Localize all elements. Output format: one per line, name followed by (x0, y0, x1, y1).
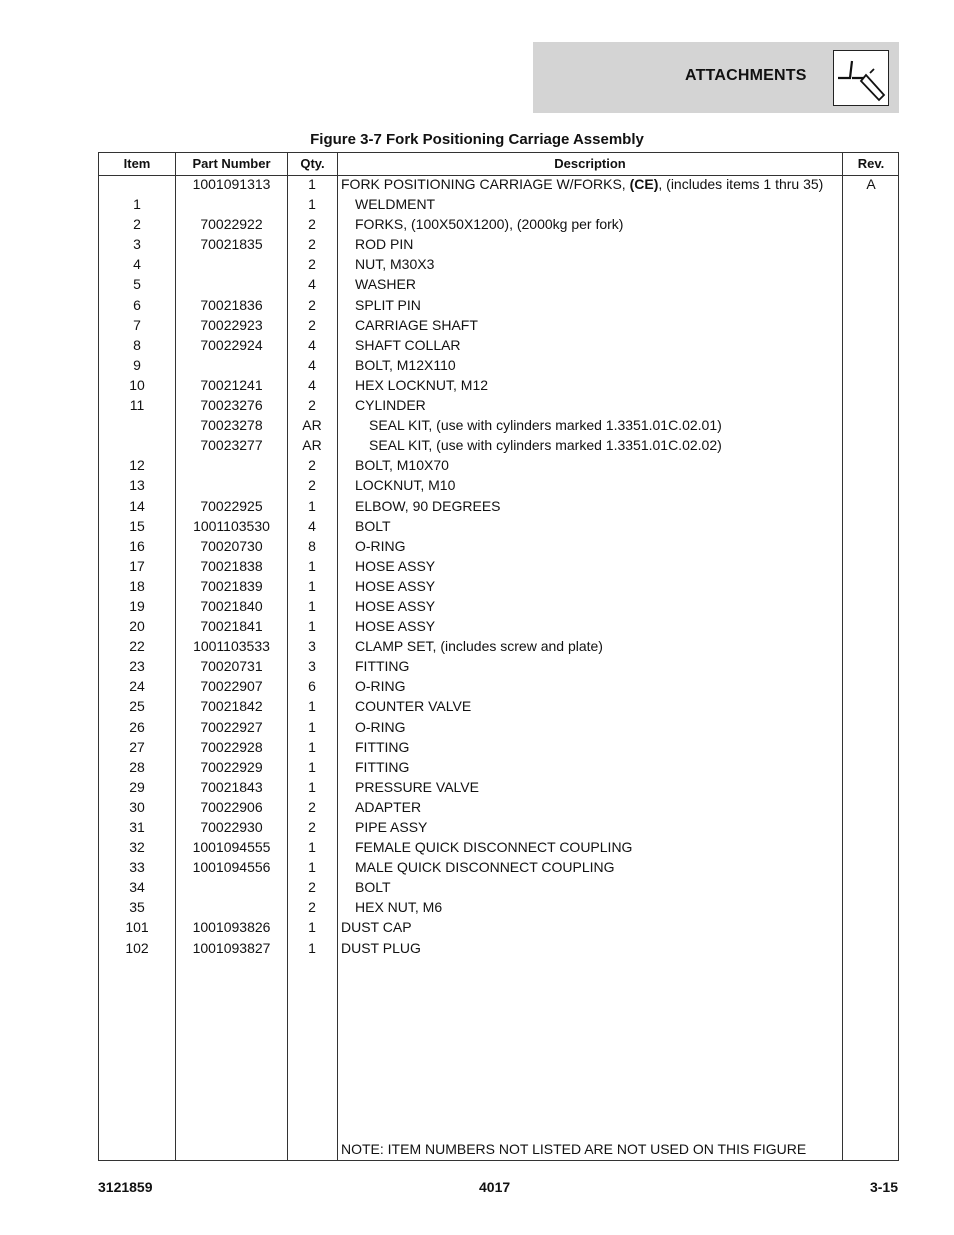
column-header-qty: Qty. (300, 156, 325, 171)
description: PRESSURE VALVE (355, 778, 479, 795)
quantity: 4 (308, 376, 316, 393)
quantity: 1 (308, 497, 316, 514)
quantity: 2 (308, 316, 316, 333)
part-number: 70022930 (200, 819, 263, 835)
part-number: 70021838 (200, 557, 263, 574)
table-note: NOTE: ITEM NUMBERS NOT LISTED ARE NOT USED ON THIS FIGURE (341, 1141, 807, 1157)
description: SHAFT COLLAR (355, 336, 461, 353)
table-row (99, 719, 898, 739)
description: SEAL KIT, (use with cylinders marked 1.3351.01C.02.01) (369, 417, 722, 434)
item-number: 102 (125, 939, 149, 956)
item-number: 33 (129, 859, 145, 876)
part-number: 70020731 (200, 658, 263, 675)
quantity: 1 (308, 618, 316, 635)
description (341, 176, 823, 193)
description: BOLT, M10X70 (355, 457, 449, 474)
part-number: 70021835 (200, 236, 263, 253)
description: O-RING (355, 718, 406, 735)
part-number: 70022925 (200, 497, 263, 514)
table-row (99, 357, 898, 377)
table-row (99, 638, 898, 658)
table-row (99, 256, 898, 276)
description: FITTING (355, 738, 410, 755)
part-number: 70023278 (200, 417, 263, 434)
part-number: 70021843 (200, 778, 263, 795)
part-number: 70022927 (200, 718, 263, 735)
table-row (99, 698, 898, 718)
description: CARRIAGE SHAFT (355, 316, 478, 333)
table-row (99, 799, 898, 819)
item-number: 2 (133, 216, 141, 233)
quantity: 1 (308, 939, 316, 956)
item-number: 31 (129, 819, 145, 835)
item-number: 20 (129, 618, 145, 635)
item-number: 22 (129, 638, 145, 655)
item-number: 28 (129, 758, 145, 775)
quantity: 3 (308, 658, 316, 675)
table-row (99, 578, 898, 598)
footer-doc-number: 3121859 (98, 1179, 153, 1195)
item-number: 26 (129, 718, 145, 735)
table-row (99, 457, 898, 477)
description: WASHER (355, 276, 416, 293)
column-header-rev: Rev. (857, 156, 885, 171)
table-row (99, 618, 898, 638)
description: CYLINDER (355, 397, 426, 414)
item-number: 10 (129, 376, 145, 393)
item-number: 5 (133, 276, 141, 293)
table-row (99, 397, 898, 417)
description: CLAMP SET, (includes screw and plate) (355, 638, 603, 655)
part-number: 70020730 (200, 537, 263, 554)
part-number: 70022929 (200, 758, 263, 775)
column-header-part-number: Part Number (192, 156, 271, 171)
quantity: 6 (308, 678, 316, 695)
table-row (99, 558, 898, 578)
quantity: AR (302, 437, 322, 454)
table-row (99, 437, 898, 457)
item-number: 11 (129, 397, 145, 414)
item-number: 18 (129, 577, 145, 594)
table-row (99, 759, 898, 779)
table-row (99, 216, 898, 236)
description: BOLT, M12X110 (355, 356, 456, 373)
item-number: 6 (133, 296, 141, 313)
table-row (99, 477, 898, 497)
section-header (533, 42, 899, 113)
quantity: 2 (308, 457, 316, 474)
table-row (99, 598, 898, 618)
table-row (99, 377, 898, 397)
parts-list (99, 176, 898, 960)
item-number: 24 (129, 678, 145, 695)
item-number: 19 (129, 597, 145, 614)
part-number: 70022922 (200, 216, 263, 233)
quantity: 3 (308, 638, 316, 655)
column-header-description: Description (554, 156, 626, 171)
description: HEX LOCKNUT, M12 (355, 376, 489, 393)
description: FORKS, (100X50X1200), (2000kg per fork) (355, 216, 624, 233)
quantity: 1 (308, 859, 316, 876)
quantity: 1 (308, 778, 316, 795)
quantity: 1 (308, 196, 316, 213)
description: SEAL KIT, (use with cylinders marked 1.3351.01C.02.02) (369, 437, 722, 454)
column-header-item: Item (123, 156, 151, 171)
part-number: 70021839 (200, 577, 263, 594)
item-number: 12 (129, 457, 145, 474)
item-number: 7 (133, 316, 141, 333)
description-ce-mark: (CE) (629, 176, 659, 192)
quantity: 4 (308, 336, 316, 353)
part-number: 70023276 (200, 397, 263, 414)
figure-title: Figure 3-7 Fork Positioning Carriage Assembly (310, 131, 644, 148)
description: COUNTER VALVE (355, 698, 472, 715)
item-number: 34 (129, 879, 145, 896)
part-number: 70022924 (200, 336, 263, 353)
table-row (99, 839, 898, 859)
part-number: 1001094556 (192, 859, 271, 876)
table-row (99, 879, 898, 899)
quantity: 1 (308, 919, 316, 936)
quantity: 2 (308, 216, 316, 233)
part-number: 70021836 (200, 296, 263, 313)
quantity: 1 (308, 557, 316, 574)
part-number: 70022923 (200, 316, 263, 333)
description: HEX NUT, M6 (355, 899, 443, 916)
table-row (99, 236, 898, 256)
quantity: 2 (308, 296, 316, 313)
part-number: 70021841 (200, 618, 263, 635)
part-number: 1001103533 (193, 638, 270, 655)
part-number: 70021842 (200, 698, 263, 715)
attachment-tool-icon (833, 50, 889, 106)
item-number: 32 (129, 839, 145, 856)
description: O-RING (355, 678, 406, 695)
quantity: 2 (308, 397, 316, 414)
description: ADAPTER (355, 798, 422, 815)
description: MALE QUICK DISCONNECT COUPLING (355, 859, 615, 876)
quantity: 1 (308, 597, 316, 614)
table-row (99, 417, 898, 437)
description: FEMALE QUICK DISCONNECT COUPLING (355, 839, 633, 856)
description: BOLT (355, 879, 391, 896)
quantity: 2 (308, 236, 316, 253)
description-text: , (includes items 1 thru 35) (658, 176, 824, 192)
item-number: 35 (129, 899, 145, 916)
part-number: 70022907 (200, 678, 263, 695)
table-row (99, 678, 898, 698)
part-number: 1001103530 (193, 517, 270, 534)
item-number: 1 (133, 196, 141, 213)
description: LOCKNUT, M10 (355, 477, 456, 494)
table-row (99, 819, 898, 839)
parts-table (98, 152, 899, 1161)
description: ROD PIN (355, 236, 414, 253)
item-number: 9 (133, 356, 141, 373)
description: FITTING (355, 658, 410, 675)
table-row (99, 337, 898, 357)
description: HOSE ASSY (355, 597, 436, 614)
table-row (99, 196, 898, 216)
description: O-RING (355, 537, 406, 554)
table-row (99, 518, 898, 538)
description: DUST PLUG (341, 939, 421, 956)
item-number: 13 (129, 477, 145, 494)
item-number: 17 (129, 557, 145, 574)
description: SPLIT PIN (355, 296, 421, 313)
quantity: 1 (308, 698, 316, 715)
part-number: 1001094555 (192, 839, 271, 856)
part-number: 1001091313 (192, 176, 271, 192)
table-row (99, 739, 898, 759)
description: FITTING (355, 758, 410, 775)
table-row (99, 899, 898, 919)
quantity: 1 (308, 718, 316, 735)
quantity: 2 (308, 477, 316, 494)
part-number: 70021241 (200, 376, 263, 393)
quantity: 1 (308, 738, 316, 755)
quantity: 1 (308, 577, 316, 594)
quantity: 1 (308, 176, 316, 192)
description: WELDMENT (355, 196, 436, 213)
quantity: AR (302, 417, 322, 434)
quantity: 2 (308, 899, 316, 916)
item-number: 27 (129, 738, 145, 755)
revision: A (866, 176, 876, 192)
description: ELBOW, 90 DEGREES (355, 497, 501, 514)
description: NUT, M30X3 (355, 256, 435, 273)
item-number: 30 (129, 798, 145, 815)
part-number: 1001093826 (192, 919, 271, 936)
section-title: ATTACHMENTS (685, 67, 807, 84)
item-number: 101 (125, 919, 149, 936)
item-number: 8 (133, 336, 141, 353)
quantity: 8 (308, 537, 316, 554)
item-number: 25 (129, 698, 145, 715)
quantity: 4 (308, 276, 316, 293)
footer-page-number: 3-15 (869, 1179, 898, 1195)
item-number: 15 (129, 517, 145, 534)
part-number: 70022906 (200, 798, 263, 815)
description: BOLT (355, 517, 391, 534)
table-row (99, 779, 898, 799)
table-row (99, 658, 898, 678)
table-row (99, 498, 898, 518)
part-number: 70023277 (200, 437, 263, 454)
item-number: 23 (129, 658, 145, 675)
quantity: 2 (308, 798, 316, 815)
description: HOSE ASSY (355, 618, 436, 635)
item-number: 14 (129, 497, 145, 514)
item-number: 16 (129, 537, 145, 554)
footer-model: 4017 (479, 1179, 511, 1195)
table-row (99, 317, 898, 337)
quantity: 1 (308, 758, 316, 775)
item-number: 29 (129, 778, 145, 795)
quantity: 4 (308, 356, 316, 373)
quantity: 1 (308, 839, 316, 856)
item-number: 3 (133, 236, 141, 253)
description: DUST CAP (341, 919, 412, 936)
table-row (99, 919, 898, 939)
part-number: 1001093827 (192, 939, 271, 956)
table-row (99, 297, 898, 317)
part-number: 70022928 (200, 738, 263, 755)
part-number: 70021840 (200, 597, 263, 614)
table-row (99, 940, 898, 960)
description: HOSE ASSY (355, 557, 436, 574)
description: PIPE ASSY (355, 819, 428, 835)
quantity: 2 (308, 879, 316, 896)
table-row (99, 859, 898, 879)
table-row (99, 176, 898, 196)
item-number: 4 (133, 256, 141, 273)
table-row (99, 276, 898, 296)
quantity: 2 (308, 256, 316, 273)
quantity: 2 (308, 819, 316, 835)
description-text: FORK POSITIONING CARRIAGE W/FORKS, (341, 176, 630, 192)
table-row (99, 538, 898, 558)
description: HOSE ASSY (355, 577, 436, 594)
quantity: 4 (308, 517, 316, 534)
